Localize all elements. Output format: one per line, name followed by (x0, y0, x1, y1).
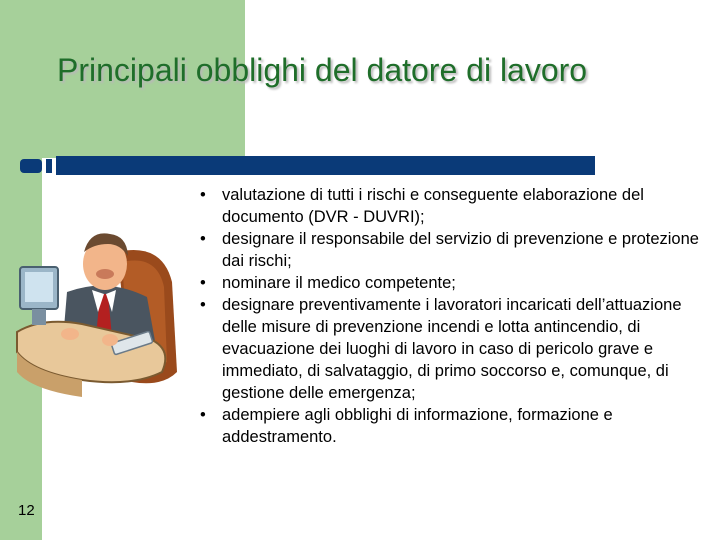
slide-title: Principali obblighi del datore di lavoro (57, 52, 588, 88)
bullet-list-area (190, 184, 705, 448)
page-number: 12 (18, 502, 35, 519)
list-item: • designare il responsabile del servizio di prevenzione e protezione dai rischi; (190, 228, 705, 272)
list-item: • valutazione di tutti i rischi e conseguente elaborazione del documento (DVR - DUVRI); (190, 184, 705, 228)
list-item: • designare preventivamente i lavoratori incaricati dell’attuazione delle misure di prevenzione incendi e lotta antincendio, di evacuazione dei luoghi di lavoro in caso di pericolo grave e immediato, di salvataggio, di primo soccorso e, comunque, di gestione delle emergenza; (190, 294, 705, 404)
list-item: • nominare il medico competente; (190, 272, 705, 294)
title-underline-bar (20, 156, 595, 175)
list-item: • adempiere agli obblighi di informazione, formazione e addestramento. (190, 404, 705, 448)
obligations-list (190, 184, 705, 448)
businessman-at-desk-icon (12, 222, 182, 402)
